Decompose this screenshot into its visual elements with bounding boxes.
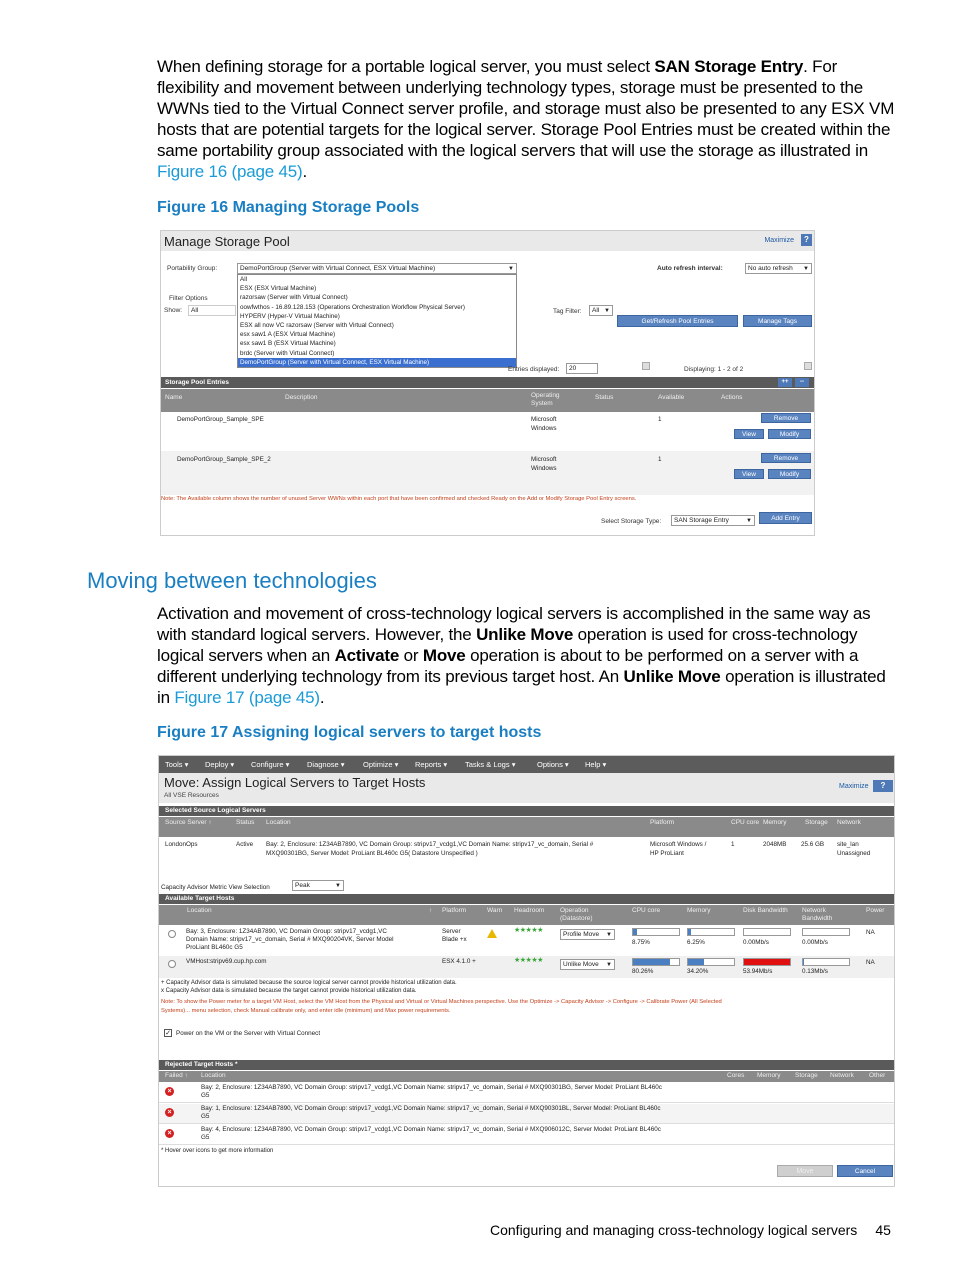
grid-icon[interactable] [804,362,812,370]
row-available: 1 [658,456,662,463]
maximize-link[interactable]: Maximize [764,237,794,244]
table-row [159,837,895,861]
col-avail-2[interactable]: Platform [442,907,467,914]
dropdown-option[interactable]: brdc (Server with Virtual Connect) [240,349,335,357]
row-name: DemoPortGroup_Sample_SPE_2 [177,456,271,463]
metric-bar-cpu [632,928,680,936]
operation-select[interactable] [560,959,615,970]
help-icon[interactable]: ? [801,234,812,246]
col-avail-10[interactable]: Power [866,907,885,914]
host-radio[interactable] [168,930,176,938]
figure16-caption: Figure 16 Managing Storage Pools [157,199,420,216]
entries-displayed-label: Entries displayed: [508,366,560,373]
refresh-pool-entries-button[interactable]: Get/Refresh Pool Entries [617,315,738,327]
table-row[interactable] [159,1083,895,1103]
auto-refresh-select[interactable]: No auto refresh ▼ [745,263,812,274]
view-button[interactable]: View [734,429,764,439]
storage-type-select[interactable]: SAN Storage Entry ▼ [671,515,755,526]
tag-filter-label: Tag Filter: [553,308,582,315]
col-rej-5[interactable]: Network [830,1072,854,1079]
source-table-header [159,817,895,837]
col-description[interactable]: Description [285,394,318,401]
col-src-0[interactable]: Source Server ↑ [165,819,212,826]
col-available[interactable]: Available [658,394,685,401]
operation-value: Profile Move [563,931,600,938]
chevron-down-icon: ▼ [335,883,341,889]
rejected-table-header [159,1071,895,1082]
menu-2[interactable]: Configure ▾ [251,760,290,769]
auto-refresh-label: Auto refresh interval: [657,265,723,272]
figure17-caption: Figure 17 Assigning logical servers to target hosts [157,724,542,741]
rejected-location: Bay: 4, Enclosure: 1Z34AB7890, VC Domain Group: stripv17_vcdg1,VC Domain Name: stripv17_vc_domain, Serial # MXQ906012C, Server Model: ProLiant BL460c [201,1126,661,1133]
col-avail-9[interactable]: Network Bandwidth [802,907,833,922]
col-src-2[interactable]: Location [266,819,291,826]
rejected-location: G5 [201,1092,210,1099]
table-row [161,451,815,495]
host-power: NA [866,929,875,936]
available-targets-header: Available Target Hosts [159,894,895,904]
chevron-down-icon: ▼ [604,308,610,314]
metric-bar-mem [687,958,735,966]
power-on-label: Power on the VM or the Server with Virtual Connect [176,1030,321,1037]
portability-dropdown[interactable] [237,274,517,368]
metric-bar-net [802,958,850,966]
host-platform: Blade +x [442,936,467,943]
row-name: DemoPortGroup_Sample_SPE [177,416,264,423]
footer-text: Configuring and managing cross-technology logical servers [490,1222,858,1238]
col-status[interactable]: Status [595,394,614,401]
col-rej-2[interactable]: Cores [727,1072,745,1079]
host-location: ProLiant BL460c G5 [186,944,243,951]
table-row [161,413,815,453]
metric-value-disk: 0.00Mb/s [743,939,769,946]
failed-icon: × [165,1087,174,1096]
page-title: Move: Assign Logical Servers to Target Hosts [164,775,426,790]
chevron-down-icon: ▼ [746,518,752,524]
storage-pool-entries-header: Storage Pool Entries [161,377,815,388]
host-radio[interactable] [168,960,176,968]
host-power: NA [866,959,875,966]
move-assign-screenshot [158,755,895,1187]
table-row[interactable] [159,956,895,978]
section-paragraph: Activation and movement of cross-technology logical servers is accomplished in the same way as with standard logical servers. However, the Unlike Move operation is used for cross-technology logical servers when an Activate or Move operation is about to be performed on a server with a different underlying technology from its previous target host. An Unlike Move operation is illustrated in Figure 17 (page 45). [157,604,886,707]
grid-icon[interactable] [642,362,650,370]
metric-view-select[interactable]: Peak ▼ [292,880,344,891]
row-os: Microsoft Windows [531,456,557,472]
section-heading: Moving between technologies [87,568,377,593]
metric-value-disk: 53.94Mb/s [743,968,773,975]
expand-icon[interactable]: ++ [778,378,792,387]
col-rej-1[interactable]: Location [201,1072,226,1079]
portability-label: Portability Group: [167,265,218,272]
source-cpu: 1 [731,841,735,848]
rejected-location: G5 [201,1134,210,1141]
col-avail-3[interactable]: Warn [487,907,503,914]
power-meter-note: Systems)... menu selection, check Manual calibrate only, and enter idle (minimum) and Max power requirements. [161,1008,451,1014]
menu-0[interactable]: Tools ▾ [165,760,189,769]
menu-6[interactable]: Tasks & Logs ▾ [465,760,516,769]
dropdown-option[interactable]: HYPERV (Hyper-V Virtual Machine) [240,312,340,320]
col-os[interactable]: Operating System [531,392,560,407]
modify-button[interactable]: Modify [768,469,811,479]
hover-note: * Hover over icons to get more information [161,1148,274,1154]
chevron-down-icon: ▼ [803,266,809,272]
dropdown-option[interactable]: ESX all now VC razorsaw (Server with Virtual Connect) [240,322,394,330]
page-title: Manage Storage Pool [164,234,290,249]
source-network: site_lan [837,841,859,848]
source-platform: HP ProLiant [650,850,684,857]
move-button[interactable]: Move [777,1165,833,1177]
collapse-icon[interactable]: -- [795,378,809,387]
col-rej-6[interactable]: Other [869,1072,886,1079]
metric-bar-disk [743,958,791,966]
metric-view-label: Capacity Advisor Metric View Selection [161,884,270,891]
failed-icon: × [165,1129,174,1138]
page-number: 45 [875,1222,891,1238]
source-platform: Microsoft Windows / [650,841,707,848]
col-src-1[interactable]: Status [236,819,255,826]
source-location: MXQ90301BG, Server Model: ProLiant BL460c G5( Datastore Unspecified ) [266,850,478,857]
source-storage: 25.6 GB [801,841,825,848]
menu-7[interactable]: Options ▾ [537,760,569,769]
dropdown-option[interactable]: esx saw1 A (ESX Virtual Machine) [240,331,336,339]
rejected-location: Bay: 1, Enclosure: 1Z34AB7890, VC Domain Group: stripv17_vcdg1,VC Domain Name: stripv17_vc_domain, Serial # MXQ90301BL, Server Model: ProLiant BL460c [201,1105,661,1112]
remove-button[interactable]: Remove [761,413,811,423]
view-button[interactable]: View [734,469,764,479]
col-src-3[interactable]: Platform [650,819,675,826]
metric-bar-net [802,928,850,936]
page-subtitle: All VSE Resources [164,792,219,799]
rejected-targets-header: Rejected Target Hosts * [159,1060,895,1070]
source-network: Unassigned [837,850,871,857]
simulated-note-target: x Capacity Advisor data is simulated because the target cannot provide historical utilization data. [161,988,417,994]
modify-button[interactable]: Modify [768,429,811,439]
host-platform: ESX 4.1.0 + [442,958,476,965]
col-avail-6[interactable]: CPU core [632,907,661,914]
add-entry-button[interactable]: Add Entry [759,512,812,524]
power-meter-note: Note: To show the Power meter for a target VM Host, select the VM Host from the Physical and Virtual or Virtual Machines perspective. Use the Optimize -> Capacity Advisor -> Configure -> Calibrate Power (All Selected [161,999,722,1005]
col-rej-4[interactable]: Storage [795,1072,818,1079]
col-avail-7[interactable]: Memory [687,907,711,914]
metric-value-cpu: 80.26% [632,968,654,975]
col-avail-1[interactable]: ↑ [429,907,433,914]
col-avail-5[interactable]: Operation (Datastore) [560,907,593,922]
help-icon[interactable]: ? [873,780,893,792]
metric-value-mem: 34.20% [687,968,709,975]
metric-value-net: 0.00Mb/s [802,939,828,946]
title-bar [159,773,895,803]
host-platform: Server [442,928,461,935]
table-row[interactable] [159,1125,895,1145]
col-rej-3[interactable]: Memory [757,1072,781,1079]
metric-value-net: 0.13Mb/s [802,968,828,975]
warning-icon [487,929,497,938]
maximize-link[interactable]: Maximize [839,783,869,790]
source-server-name: LondonOps [165,841,198,848]
simulated-note-source: + Capacity Advisor data is simulated because the source logical server cannot provide historical utilization data. [161,980,457,986]
host-location: VMHost:stripv69.cup.hp.com [186,958,267,965]
menu-5[interactable]: Reports ▾ [415,760,448,769]
chevron-down-icon: ▼ [606,962,612,968]
metric-bar-cpu [632,958,680,966]
figure16-link[interactable]: Figure 16 (page 45) [157,162,303,181]
intro-paragraph: When defining storage for a portable logical server, you must select SAN Storage Entry. For flexibility and movement between underlying technology types, storage must be presented to the WWNs tied to the Virtual Connect server profile, and storage must also be presented to any ESX VM hosts that are potential targets for the logical server. Storage Pool Entries must be created within the same portability group associated with the logical servers that will use the storage as illustrated in Figure 16 (page 45). [157,57,895,181]
row-available: 1 [658,416,662,423]
manage-tags-button[interactable]: Manage Tags [743,315,812,327]
dropdown-option[interactable]: oowfwthos - 16.89.128.153 (Operations Orchestration Workflow Physical Server) [240,303,465,311]
col-actions[interactable]: Actions [721,394,743,401]
figure17-link[interactable]: Figure 17 (page 45) [174,688,320,707]
metric-value-cpu: 8.75% [632,939,650,946]
source-servers-header: Selected Source Logical Servers [159,806,895,816]
source-memory: 2048MB [763,841,787,848]
operation-value: Unlike Move [563,961,599,968]
source-location: Bay: 2, Enclosure: 1Z34AB7890, VC Domain Group: stripv17_vcdg1,VC Domain Name: stripv17_vc_domain, Serial # [266,841,594,848]
host-location: Domain Name: stripv17_vc_domain, Serial # MXQ90204VK, Server Model [186,936,394,943]
table-row[interactable] [159,926,895,956]
show-label: Show: [164,307,183,314]
row-os: Microsoft Windows [531,416,557,432]
storage-type-label: Select Storage Type: [601,518,662,525]
portability-select[interactable]: DemoPortGroup (Server with Virtual Connect, ESX Virtual Machine) ▼ [237,263,517,274]
col-name[interactable]: Name [165,394,183,401]
page-footer [490,1222,891,1238]
available-note: Note: The Available column shows the number of unused Server WWNs within each port that have been confirmed and checked Ready on the Add or Modify Storage Pool Entry screens. [161,496,637,502]
col-src-5[interactable]: Memory [763,819,787,826]
tag-filter-select[interactable]: All ▼ [589,305,613,316]
col-src-6[interactable]: Storage [805,819,828,826]
operation-select[interactable] [560,929,615,940]
menu-1[interactable]: Deploy ▾ [205,760,235,769]
manage-storage-pool-screenshot [160,230,815,536]
remove-button[interactable]: Remove [761,453,811,463]
headroom-stars-icon: ★★★★★ [514,927,543,934]
metric-bar-mem [687,928,735,936]
cancel-button[interactable]: Cancel [837,1165,893,1177]
col-rej-0[interactable]: Failed ↑ [165,1072,188,1079]
dropdown-option[interactable]: esx saw1 B (ESX Virtual Machine) [240,340,336,348]
col-src-7[interactable]: Network [837,819,861,826]
headroom-stars-icon: ★★★★★ [514,957,543,964]
dropdown-option[interactable]: ESX (ESX Virtual Machine) [240,285,317,293]
metric-bar-disk [743,928,791,936]
filter-options-label: Filter Options [169,295,208,302]
chevron-down-icon: ▼ [606,932,612,938]
entries-displayed-input[interactable]: 20 [566,363,598,374]
col-avail-4[interactable]: Headroom [514,907,545,914]
chevron-down-icon: ▼ [508,266,514,272]
menu-bar [159,756,895,773]
dropdown-option[interactable]: DemoPortGroup (Server with Virtual Connect, ESX Virtual Machine) [238,358,516,367]
show-select[interactable]: All [188,305,236,316]
metric-value-mem: 6.25% [687,939,705,946]
table-header [161,389,815,412]
power-on-checkbox[interactable]: ✓ [165,1030,171,1037]
host-location: Bay: 3, Enclosure: 1Z34AB7890, VC Domain Group: stripv17_vcdg1,VC [186,928,387,935]
dropdown-option[interactable]: All [240,276,247,283]
menu-8[interactable]: Help ▾ [585,760,607,769]
col-avail-0[interactable]: Location [187,907,212,914]
menu-4[interactable]: Optimize ▾ [363,760,399,769]
failed-icon: × [165,1108,174,1117]
menu-3[interactable]: Diagnose ▾ [307,760,345,769]
rejected-location: Bay: 2, Enclosure: 1Z34AB7890, VC Domain Group: stripv17_vcdg1,VC Domain Name: stripv17_vc_domain, Serial # MXQ90301BG, Server Model: ProLiant BL460c [201,1084,662,1091]
source-status: Active [236,841,254,848]
displaying-count: Displaying: 1 - 2 of 2 [684,366,744,373]
available-table-header [159,905,895,925]
dropdown-option[interactable]: razorsaw (Server with Virtual Connect) [240,294,348,302]
col-src-4[interactable]: CPU core [731,819,760,826]
col-avail-8[interactable]: Disk Bandwidth [743,907,788,914]
table-row[interactable] [159,1104,895,1124]
rejected-location: G5 [201,1113,210,1120]
